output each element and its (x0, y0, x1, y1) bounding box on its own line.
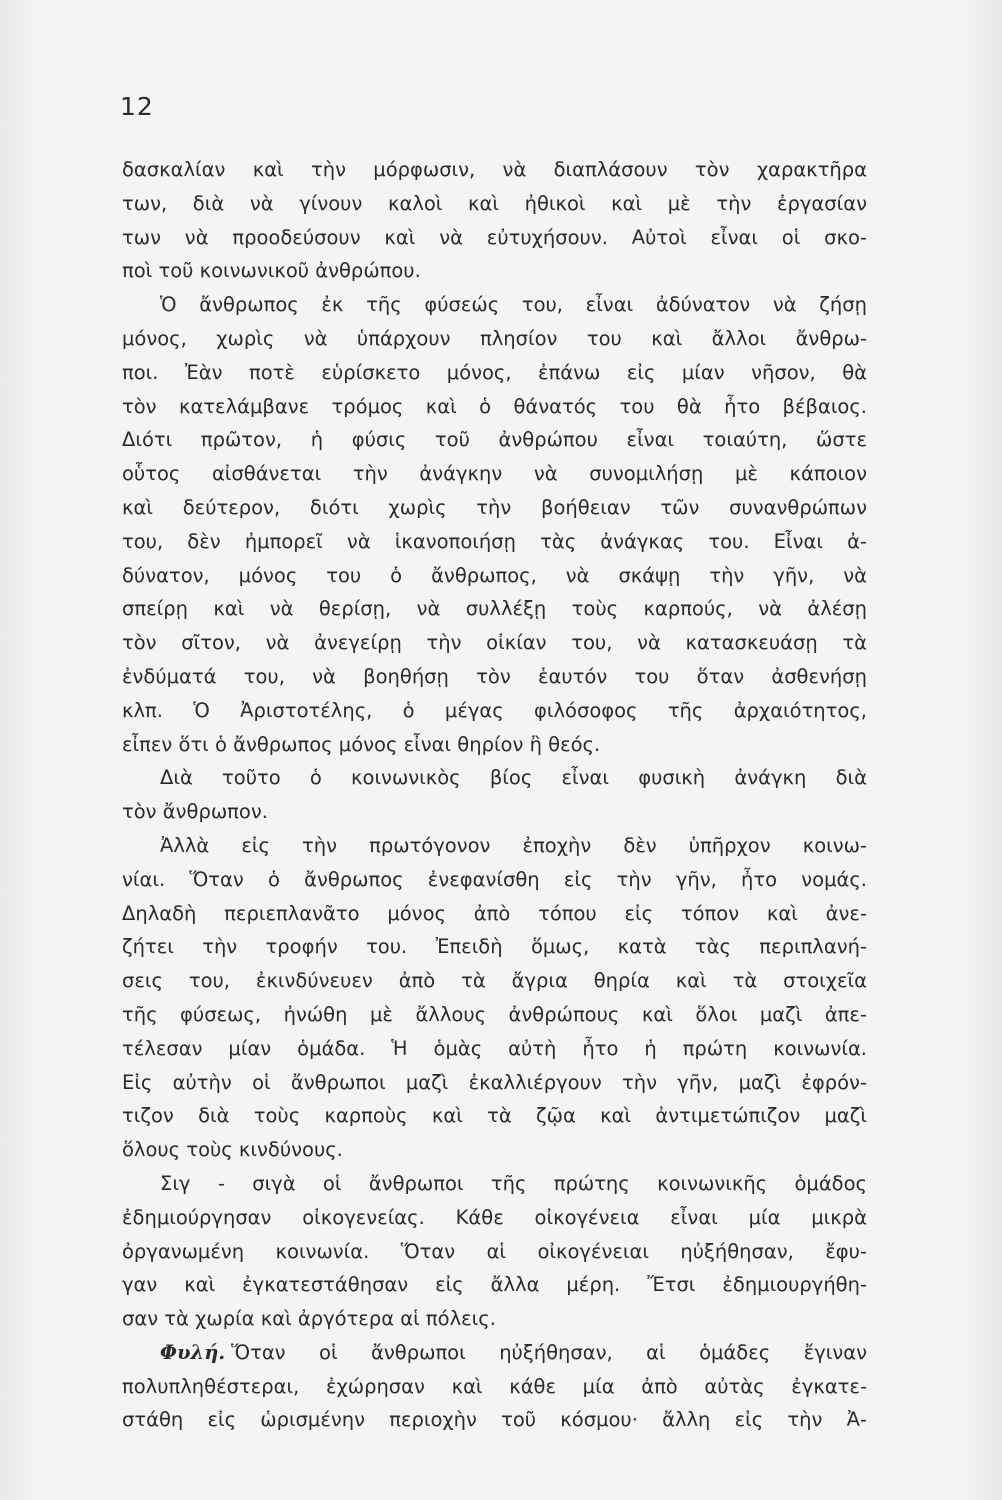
text-line: ἐνδύματά του, νὰ βοηθήσῃ τὸν ἑαυτόν του ὅταν ἀσθενήσῃ (122, 664, 867, 688)
text-line: δασκαλίαν καὶ τὴν μόρφωσιν, νὰ διαπλάσουν τὸν χαρακτῆρα (122, 158, 867, 181)
section-label: Φυλή. (160, 1340, 226, 1364)
body-text (122, 153, 867, 1437)
text-line: ὀργανωμένη κοινωνία. Ὅταν αἱ οἰκογένειαι ηὐξήθησαν, ἔφυ- (122, 1239, 867, 1263)
text-line: σεις του, ἐκινδύνευεν ἀπὸ τὰ ἄγρια θηρία καὶ τὰ στοιχεῖα (122, 969, 867, 993)
text-line: τὸν κατελάμβανε τρόμος καὶ ὁ θάνατός του θὰ ἦτο βέβαιος. (122, 394, 867, 418)
text-line: Ἀλλὰ εἰς τὴν πρωτόγονον ἐποχὴν δὲν ὑπῆρχον κοινω- (160, 833, 867, 857)
text-line: τέλεσαν μίαν ὁμάδα. Ἡ ὁμὰς αὐτὴ ἦτο ἡ πρώτη κοινωνία. (122, 1036, 867, 1060)
text-line: των, διὰ νὰ γίνουν καλοὶ καὶ ἠθικοὶ καὶ μὲ τὴν ἐργασίαν (122, 191, 867, 215)
text-line: οὗτος αἰσθάνεται τὴν ἀνάγκην νὰ συνομιλήσῃ μὲ κάποιον (122, 462, 867, 486)
text-line-with-heading (122, 1336, 867, 1370)
text-line: των νὰ προοδεύσουν καὶ νὰ εὐτυχήσουν. Αὐτοὶ εἶναι οἱ σκο- (122, 225, 867, 249)
text-line: Δηλαδὴ περιεπλανᾶτο μόνος ἀπὸ τόπου εἰς τόπον καὶ ἀνε- (122, 901, 867, 925)
text-line: ἐδημιούργησαν οἰκογενείας. Κάθε οἰκογένεια εἶναι μία μικρὰ (122, 1205, 867, 1229)
text-line: γαν καὶ ἐγκατεστάθησαν εἰς ἄλλα μέρη. Ἔτσι ἐδημιουργήθη- (122, 1273, 867, 1297)
text-line: ὅλους τοὺς κινδύνους. (122, 1138, 343, 1162)
text-line: τῆς φύσεως, ἠνώθη μὲ ἄλλους ἀνθρώπους καὶ ὅλοι μαζὶ ἀπε- (122, 1002, 867, 1026)
text-line: κλπ. Ὁ Ἀριστοτέλης, ὁ μέγας φιλόσοφος τῆς ἀρχαιότητος, (122, 698, 867, 722)
text-line: Εἰς αὐτὴν οἱ ἄνθρωποι μαζὶ ἐκαλλιέργουν τὴν γῆν, μαζὶ ἐφρόν- (122, 1070, 867, 1094)
text-line: στάθη εἰς ὡρισμένην περιοχὴν τοῦ κόσμου· ἄλλη εἰς τὴν Ἀ- (122, 1408, 867, 1432)
text-line: δύνατον, μόνος του ὁ ἄνθρωπος, νὰ σκάψῃ τὴν γῆν, νὰ (122, 563, 867, 587)
text-line: σαν τὰ χωρία καὶ ἀργότερα αἱ πόλεις. (122, 1307, 496, 1331)
text-line: καὶ δεύτερον, διότι χωρὶς τὴν βοήθειαν τῶν συνανθρώπων (122, 495, 867, 519)
text-line: σπείρῃ καὶ νὰ θερίσῃ, νὰ συλλέξῃ τοὺς καρπούς, νὰ ἀλέσῃ (122, 597, 867, 621)
text-line-rest: Ὅταν οἱ ἄνθρωποι ηὐξήθησαν, αἱ ὁμάδες ἔγιναν (231, 1340, 867, 1364)
text-line: Διὰ τοῦτο ὁ κοινωνικὸς βίος εἶναι φυσικὴ ἀνάγκη διὰ (160, 766, 867, 790)
page-number: 12 (120, 92, 154, 121)
text-line: πολυπληθέστεραι, ἐχώρησαν καὶ κάθε μία ἀπὸ αὐτὰς ἐγκατε- (122, 1374, 867, 1398)
text-line: του, δὲν ἠμπορεῖ νὰ ἱκανοποιήσῃ τὰς ἀνάγκας του. Εἶναι ἀ- (122, 529, 867, 553)
text-line: Διότι πρῶτον, ἡ φύσις τοῦ ἀνθρώπου εἶναι τοιαύτη, ὥστε (122, 428, 867, 452)
text-line: νίαι. Ὅταν ὁ ἄνθρωπος ἐνεφανίσθη εἰς τὴν γῆν, ἦτο νομάς. (122, 867, 867, 891)
text-line: μόνος, χωρὶς νὰ ὑπάρχουν πλησίον του καὶ ἄλλοι ἄνθρω- (122, 326, 867, 350)
text-line: Ὁ ἄνθρωπος ἐκ τῆς φύσεώς του, εἶναι ἀδύνατον νὰ ζήσῃ (160, 293, 867, 317)
text-line: ζήτει τὴν τροφήν του. Ἐπειδὴ ὅμως, κατὰ τὰς περιπλανή- (122, 935, 867, 959)
text-line: τιζον διὰ τοὺς καρποὺς καὶ τὰ ζῷα καὶ ἀντιμετώπιζον μαζὶ (122, 1104, 867, 1128)
text-line: εἶπεν ὅτι ὁ ἄνθρωπος μόνος εἶναι θηρίον ἢ θεός. (122, 732, 601, 756)
text-line: ποὶ τοῦ κοινωνικοῦ ἀνθρώπου. (122, 259, 421, 283)
text-line: Σιγ - σιγὰ οἱ ἄνθρωποι τῆς πρώτης κοινωνικῆς ὁμάδος (160, 1171, 867, 1195)
text-line: τὸν ἄνθρωπον. (122, 800, 268, 824)
text-line: τὸν σῖτον, νὰ ἀνεγείρῃ τὴν οἰκίαν του, νὰ κατασκευάσῃ τὰ (122, 631, 867, 655)
text-line: ποι. Ἐὰν ποτὲ εὑρίσκετο μόνος, ἐπάνω εἰς μίαν νῆσον, θὰ (122, 360, 867, 384)
